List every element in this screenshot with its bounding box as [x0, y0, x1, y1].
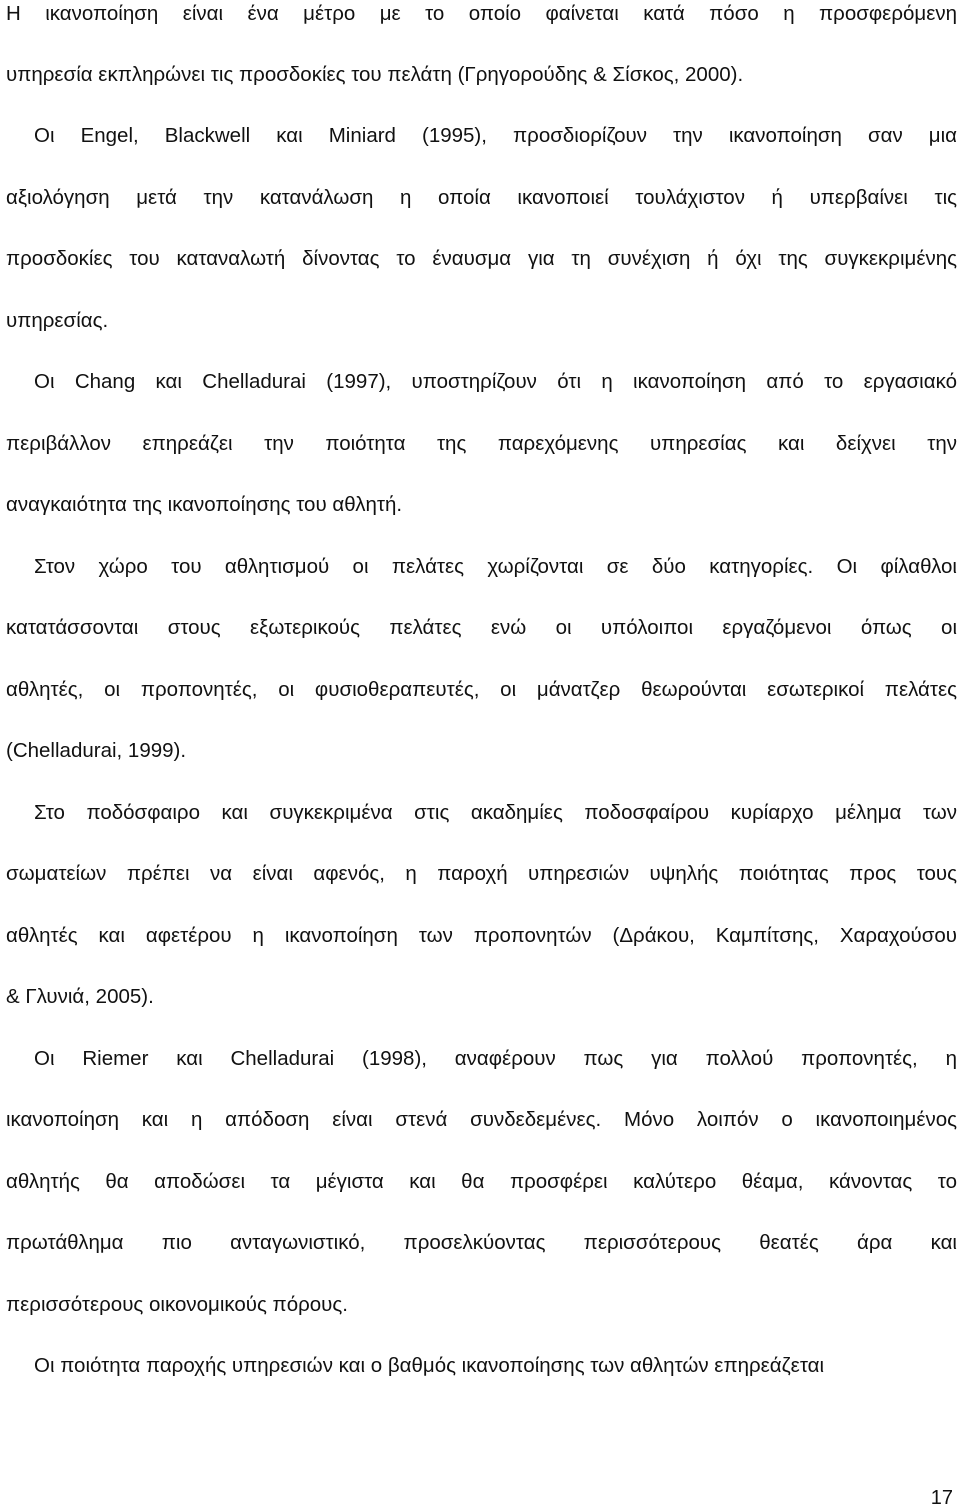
text-line: Η ικανοποίηση είναι ένα μέτρο με το οποίο φαίνεται κατά πόσο η προσφερόμενη	[6, 2, 957, 25]
text-line: & Γλυνιά, 2005).	[6, 985, 154, 1008]
text-line: (Chelladurai, 1999).	[6, 739, 187, 762]
text-line: προσδοκίες του καταναλωτή δίνοντας το έναυσμα για τη συνέχιση ή όχι της συγκεκριμένης	[6, 247, 957, 270]
document-page	[6, 0, 957, 1509]
text-line: αναγκαιότητα της ικανοποίησης του αθλητή.	[6, 493, 403, 516]
text-line: πρωτάθλημα πιο ανταγωνιστικό, προσελκύοντας περισσότερους θεατές άρα και	[6, 1231, 957, 1254]
text-line: Οι ποιότητα παροχής υπηρεσιών και ο βαθμός ικανοποίησης των αθλητών επηρεάζεται	[34, 1354, 825, 1377]
text-line: ικανοποίηση και η απόδοση είναι στενά συνδεδεμένες. Μόνο λοιπόν ο ικανοποιημένος	[6, 1108, 957, 1131]
text-line: αθλητής θα αποδώσει τα μέγιστα και θα προσφέρει καλύτερο θέαμα, κάνοντας το	[6, 1170, 957, 1193]
text-line: αξιολόγηση μετά την κατανάλωση η οποία ικανοποιεί τουλάχιστον ή υπερβαίνει τις	[6, 186, 957, 209]
text-line: Οι Riemer και Chelladurai (1998), αναφέρουν πως για πολλού προπονητές, η	[34, 1047, 957, 1070]
text-line: αθλητές και αφετέρου η ικανοποίηση των προπονητών (Δράκου, Καμπίτσης, Χαραχούσου	[6, 924, 957, 947]
text-line: Στον χώρο του αθλητισμού οι πελάτες χωρίζονται σε δύο κατηγορίες. Οι φίλαθλοι	[34, 555, 957, 578]
text-line: περισσότερους οικονομικούς πόρους.	[6, 1293, 348, 1316]
text-line: αθλητές, οι προπονητές, οι φυσιοθεραπευτές, οι μάνατζερ θεωρούνται εσωτερικοί πελάτες	[6, 678, 957, 701]
text-line: σωματείων πρέπει να είναι αφενός, η παροχή υπηρεσιών υψηλής ποιότητας προς τους	[6, 862, 957, 885]
text-line: υπηρεσία εκπληρώνει τις προσδοκίες του πελάτη (Γρηγορούδης & Σίσκος, 2000).	[6, 63, 744, 86]
text-line: Οι Chang και Chelladurai (1997), υποστηρίζουν ότι η ικανοποίηση από το εργασιακό	[34, 370, 957, 393]
text-line: Στο ποδόσφαιρο και συγκεκριμένα στις ακαδημίες ποδοσφαίρου κυρίαρχο μέλημα των	[34, 801, 957, 824]
text-line: Οι Engel, Blackwell και Miniard (1995), προσδιορίζουν την ικανοποίηση σαν μια	[34, 124, 957, 147]
page-number: 17	[930, 1487, 953, 1509]
text-line: κατατάσσονται στους εξωτερικούς πελάτες ενώ οι υπόλοιποι εργαζόμενοι όπως οι	[6, 616, 957, 639]
text-line: περιβάλλον επηρεάζει την ποιότητα της παρεχόμενης υπηρεσίας και δείχνει την	[6, 432, 957, 455]
text-line: υπηρεσίας.	[6, 309, 109, 332]
